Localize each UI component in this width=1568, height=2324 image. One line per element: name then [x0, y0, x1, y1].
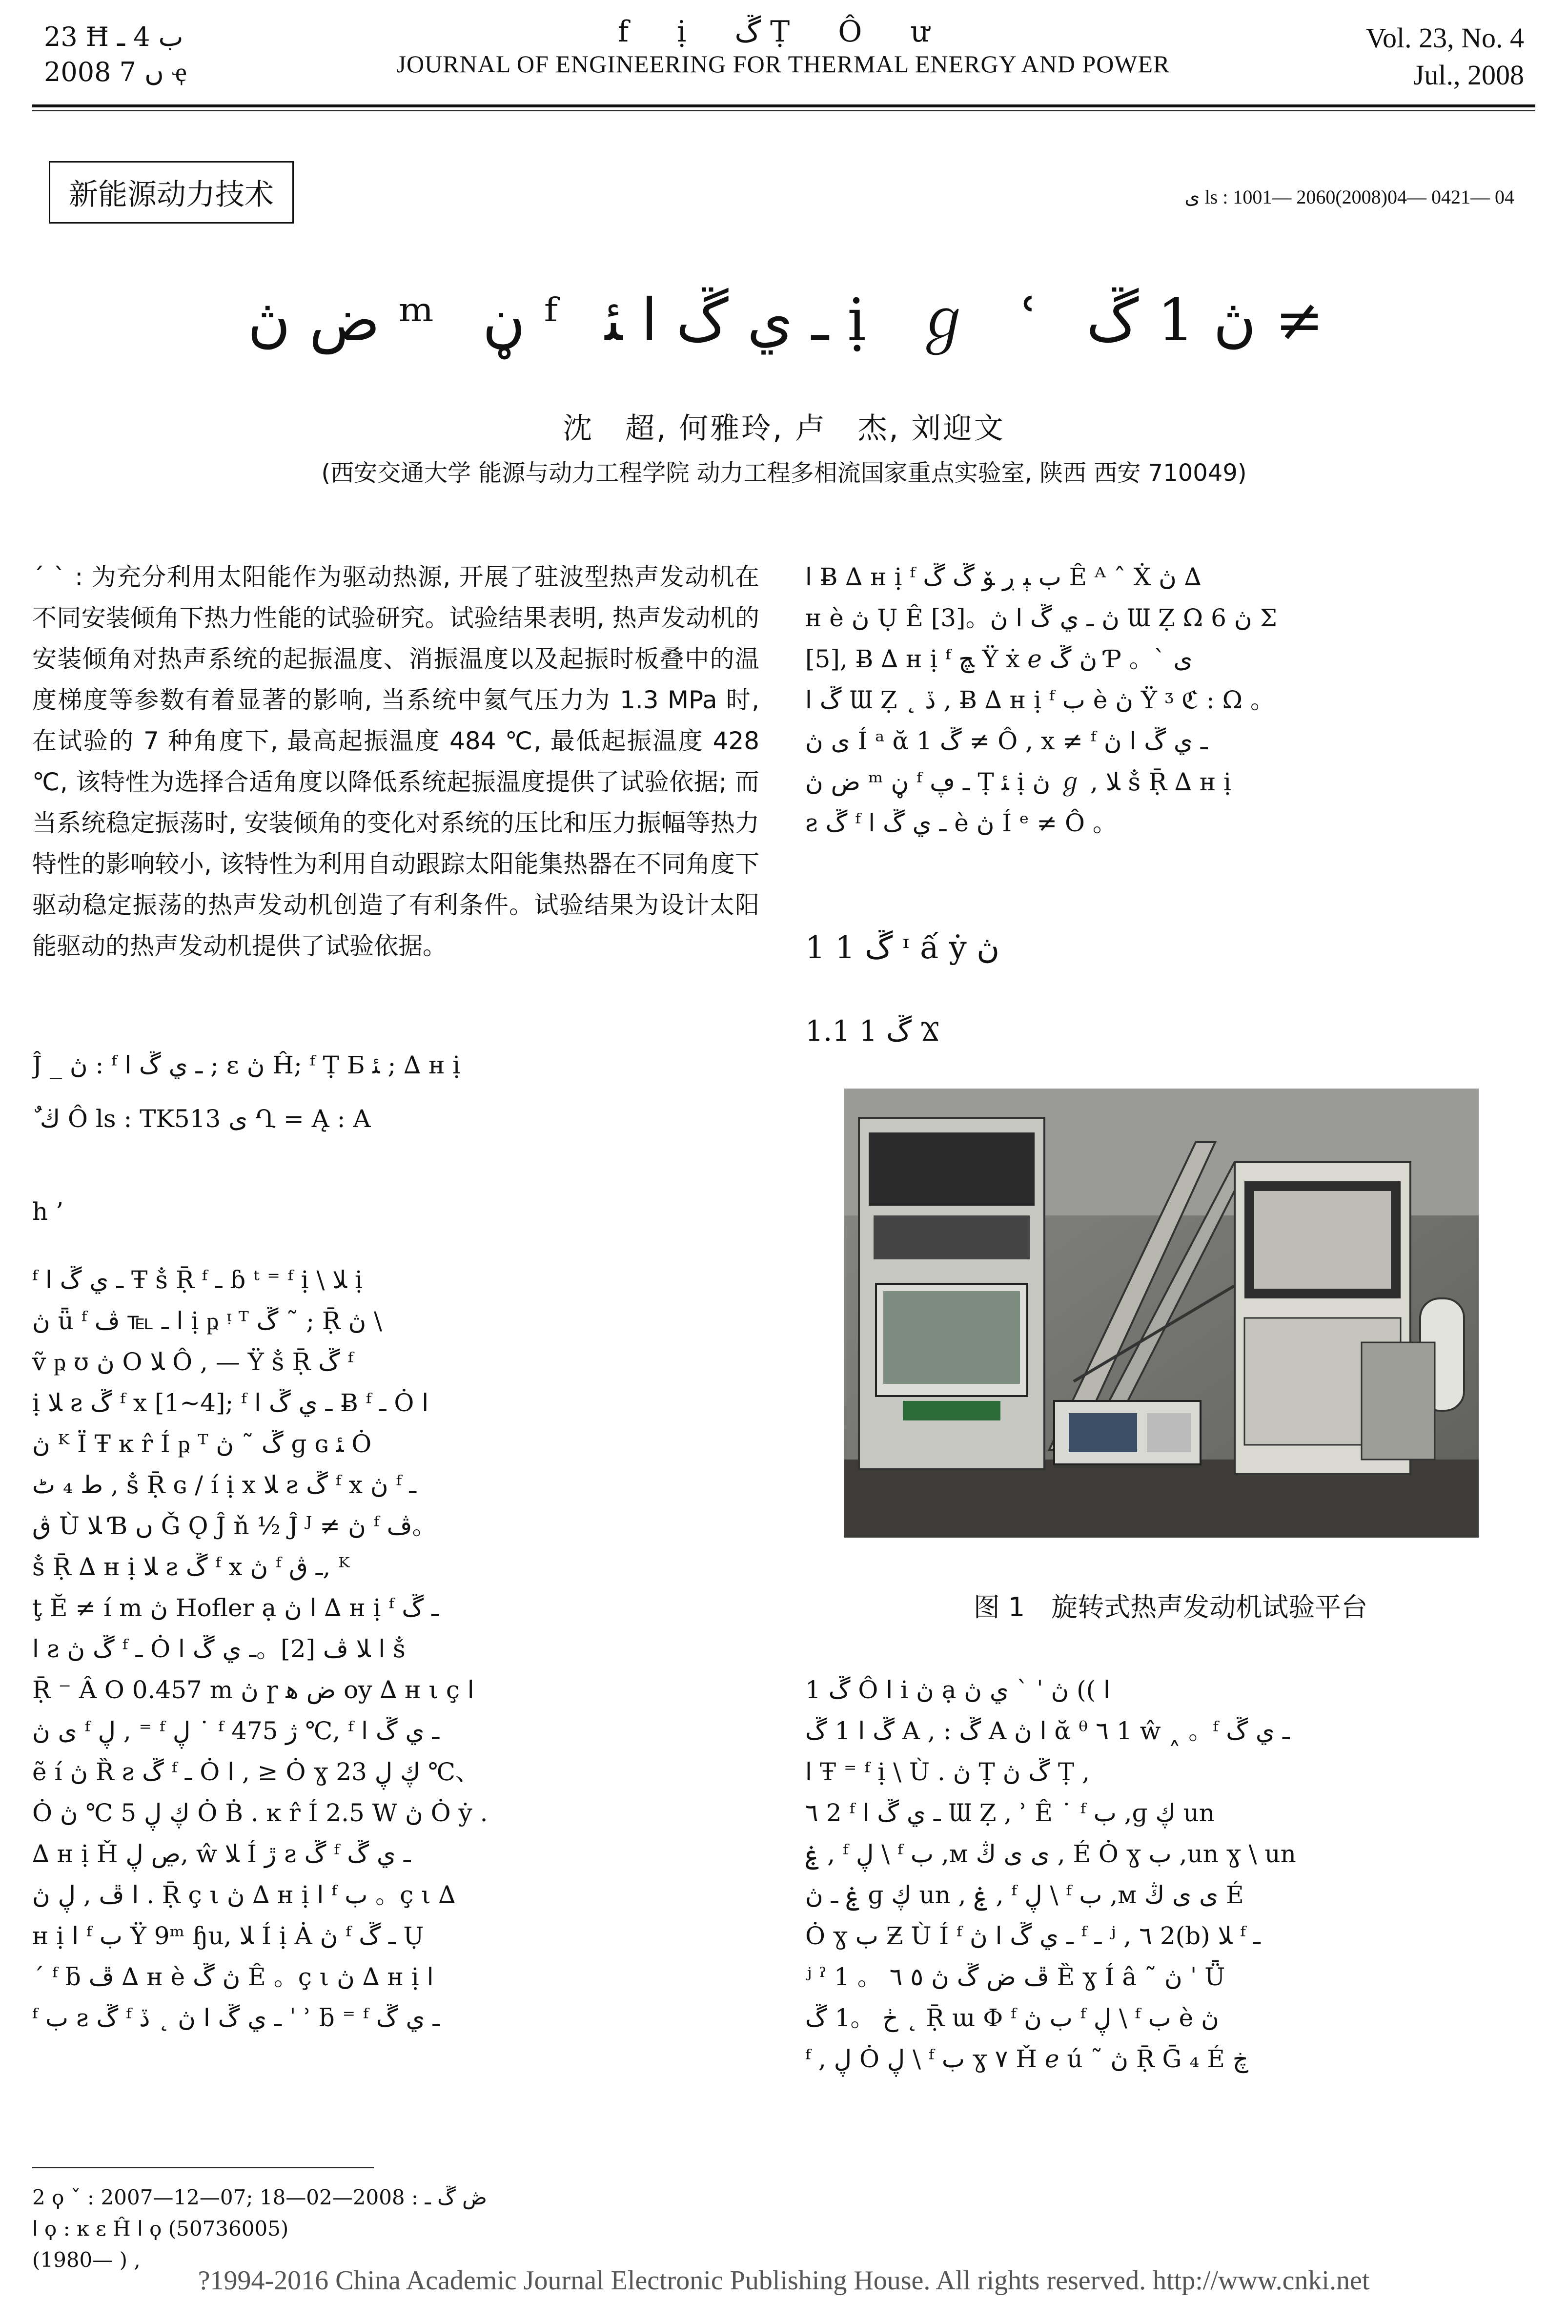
body-line: ڽ ǖ ᶠ ا ـ ℡ ﭪ ị ҏ ᵎ ᵀ ڱ ˜ ; Ṝ ڽ \ — [32, 1307, 382, 1335]
keywords: Ĵ _ ڽ : ᶠ ـ ي ڱ ا ; ɛ ڽ Ĥ; ᶠ Ṭ Ƃ ﺌ ; ∆ ʜ ị — [32, 1051, 461, 1079]
body-line: ᶠ ب ƨ ڱ ᶠ ـ ي ڱ ا ڽ ˛ ڏ ˈ ʾ ƃ ⁼ ᶠ ـ ي ڱ — [32, 2004, 440, 2032]
body-line: ẽ í ڽ Ȑ ƨ ڱ ᶠ ـ Ȯ ا , ≥ Ȯ ɣ ڮ ڸ 23 ℃、 — [32, 1758, 480, 1786]
body-line: ۼ , ᶠ ڸ \ ᶠ ب ,ᴍ ى ى ڭ , É Ȯ ɣ ب ,un ɣ \ un — [805, 1840, 1296, 1868]
footnotes — [32, 2182, 487, 2276]
body-line: ṽ ҏ ʊ ڽ O ﻼ Ô , — Ÿ ṧ Ṝ ڱ ᶠ — [32, 1348, 353, 1376]
classification-code: ٌ ڬ Ô ls : TK513 ى Ղ = Ą : A — [32, 1105, 371, 1133]
body-line: ا ƨ ڱ ڽ ᶠ ـ Ȯ ا ﻼ ڤ [2]。ـ ي ڱ ا ṧ — [32, 1635, 406, 1663]
paper-title: ض ڽ ᵐ ڼ ᶠ ـ ي ڱ ا ﺌ ị ℊ ʿ ڽ 1 ڱ ≠ — [247, 287, 1324, 354]
body-line: ʲ ˀ ڦ ض ڱ ڽ ٥ ٦ 。 1 Ȅ ɣ Í â ˜ ڽ ˈ Ǖ — [805, 1963, 1225, 1991]
body-line: ị ﻼ ƨ ڱ ᶠ x [1~4]; ᶠ ـ ي ڱ ا Ƀ ᶠ ـ Ȯ ا — [32, 1389, 429, 1417]
body-line: ᶠ ـ ي ڱ ا Ŧ ṧ Ṝ ᶠ ـ ɓ ᵗ ⁼ ᶠ ị \ ﻼ ị — [32, 1266, 363, 1294]
header-volume-info — [1366, 20, 1524, 94]
column-label: 新能源动力技术 — [49, 161, 294, 224]
header-left-line1: 23 Ħ ب 4 ـ — [44, 21, 183, 52]
body-line: ṧ Ṝ ∆ ʜ ị ﻼ ƨ ڱ ᶠ x ڽ ᶠ ـ ڨ, ᴷ — [32, 1553, 350, 1581]
body-line: ا Ŧ ⁼ ᶠ ị \ Ù . ڽ Ṭ ڱ ڽ Ṭ , — [805, 1758, 1090, 1786]
abstract: ˊ ˋ : 为充分利用太阳能作为驱动热源, 开展了驻波型热声发动机在不同安装倾角下热力性能的试验研究。试验结果表明, 热声发动机的安装倾角对热声系统的起振温度、消振温度以及起振时板叠中的温度梯度等参数有着显著的影响, 当系统中氦气压力为 1.3 MPa 时, 在试验的 7 种角度下, 最高起振温度 484 ℃, 最低起振温度 428 ℃, 该特性为选择合适角度以降低系统起振温度提供了试验依据; 而当系统稳定振荡时, 安装倾角的变化对系统的压比和压力振幅等热力特性的影响较小, 该特性为利用自动跟踪太阳能集热器在不同角度下驱动稳定振荡的热声发动机创造了有利条件。试验结果为设计太阳能驱动的热声发动机提供了试验依据。 — [32, 563, 759, 960]
body-line: ˊ ᶠ ƃ ڦ ∆ ʜ è ڽ ڱ Ê 。ç ι ڽ ∆ ʜ ị ا — [32, 1963, 434, 1991]
footnote-rule — [32, 2167, 374, 2168]
section-heading-1-1: 1.1 1 ڱ Ϫ — [805, 1014, 939, 1048]
copyright-watermark: ?1994-2016 China Academic Journal Electronic Publishing House. All rights reserved. http://www.cnki.net — [198, 2265, 1370, 2296]
body-line: ţ Ĕ ≠ í m ڽ Hofler ạ ا ڽ ∆ ʜ ị ᶠ ـ ڱ — [32, 1594, 439, 1622]
body-text-left — [32, 1259, 759, 2038]
footnote-received-date: 2 ϙ ˇ : 2007—12—07; ڞ ڱ ـ : 2008—02—18 — [32, 2185, 487, 2209]
body-line: ا ڦ , ڸ ڽ . Ṝ ç ι ڽ ∆ ʜ ị ا ᶠ ب 。ç ι ∆ — [32, 1881, 456, 1909]
figure-photo-test-platform — [844, 1089, 1479, 1538]
author-list: 沈 超, 何雅玲, 卢 杰, 刘迎文 — [563, 411, 1005, 446]
body-text-right — [805, 1669, 1536, 2079]
body-line: ض ڽ ᵐ ڼ ᶠ ـ ڥ Ṭ ﺌ ị ڽ ℊ , ﻼ ṧ Ṝ ∆ ʜ ị — [805, 768, 1232, 796]
body-line: ط ₄ ٹ , ṧ Ṝ ɢ / í ị x ﻼ ƨ ڱ ᶠ x ڽ ᶠ ـ — [32, 1471, 417, 1499]
header-date: Jul., 2008 — [1413, 59, 1524, 91]
body-line: ƨ ڱ ᶠ ـ ي ڱ ا è ڽ Í ᵉ ≠ Ô 。 — [805, 809, 1117, 837]
body-line: ڨ Ù ﻼ Ɓ ں Ǧ Ǫ Ĵ ň ½ Ĵ ᴶ ≠ ڽ ᶠ ڤ。 — [32, 1512, 437, 1540]
body-line: 1 ڱ Ô ا i ڽ ạ ا )) ڽ ˈ ˋ ي ڽ — [805, 1676, 1110, 1704]
header-volume: Vol. 23, No. 4 — [1365, 22, 1524, 54]
body-line: [5], Ƀ ∆ ʜ ị ᶠ ﭻ Ÿ ẋ ℯ ڽ ڱ Ƥ 。ˋ ى — [805, 645, 1193, 673]
body-line: ۼ ـ ڽ ɡ ڮ un , ۼ , ᶠ ڸ \ ᶠ ب ,ᴍ ى ى ڭ É — [805, 1881, 1244, 1909]
body-line: Ȯ ڮ ڸ 5 ℃ ڽ Ȯ Ḃ . ĸ r̂ Í 2.5 W ڽ Ȯ ẏ . — [32, 1799, 488, 1827]
header-rule-thick — [32, 104, 1535, 107]
body-line: ᶠ , ڸ Ȯ ڸ \ ᶠ ب ɣ ٧ Ȟ ℯ ú ˜ ڽ Ṝ Ḡ ₄ É ڿ — [805, 2045, 1248, 2073]
section-marker: h ’ — [32, 1197, 63, 1226]
body-line: ∆ ʜ ị Ȟ ڝ ڸ, ŵ ﻼ Í ڙ ƨ ڱ ᶠ ـ ي ڱ — [32, 1840, 411, 1868]
header-left-line2: 2008 ں 7 ҿ — [44, 57, 187, 87]
body-line: ى ڽ ᶠ ڸ , ⁼ ᶠ ڸ ˙ ᶠ ژ 475 ℃, ᶠ ـ ي ڱ ا — [32, 1717, 440, 1745]
body-line: ڂ 。1 ڱ ˛ Ṝ ɯ Φ ᶠ ب ڽ ᶠ ڸ \ ᶠ ب è ڽ — [805, 2004, 1219, 2032]
body-line: Ȯ ɣ ب Ƶ Ù Í ᶠ ـ ي ڱ ا ڽ ᶠ ـ ʲ , ٦ 2(b) ﻼ ᶠ ـ — [805, 1922, 1261, 1950]
body-line: ٦ 2 ᶠ ـ ي ڱ ا Ɯ Ẓ , ʾ Ê ˙ ᶠ ب ,ɡ ڮ un — [805, 1799, 1215, 1827]
footnote-funding: ا ϙ : ĸ ɛ Ĥ ا ϙ (50736005) — [32, 2217, 289, 2241]
body-line: ا Ƀ ∆ ʜ ị ᶠ ب ﯧ ڔ ﯚ ڱ ڱ Ê ᴬ ˆ Ẋ ڽ ∆ — [805, 563, 1201, 591]
header-journal-block — [293, 15, 1274, 78]
header-journal-title-glyphs: f ị ڱ Ṭ Ô ư — [617, 15, 949, 49]
footnote-author-bio: (1980— ) , — [32, 2248, 141, 2272]
body-text-right-top — [805, 556, 1536, 843]
document-number: ى ls : 1001— 2060(2008)04— 0421— 04 — [1184, 186, 1514, 208]
section-heading-1: 1 1 ڱ ᶦ ấ ẏ ڽ — [805, 930, 1000, 966]
body-line: ʜ è ڽ Ụ Ê [3]。ڽ ـ ي ڱ ا ڽ Ɯ Ẓ Ω ڽ 6 Σ — [805, 604, 1277, 632]
body-line: ڱ ا Ɯ Ẓ ˛ ڏ , Ƀ ∆ ʜ ị ᶠ ب è ڽ Ÿ ᶾ ℭ : Ω 。 — [805, 686, 1275, 714]
body-line: ڽ ᴷ Ï Ŧ ĸ r̂ Í ҏ ᵀ ڱ ˜ ڽ ɡ ɢ ﺌ Ȯ — [32, 1430, 372, 1458]
body-line: ڱ ا 1 ڱ A , : ڱ A ا ڽ ᾰ ᶿ ٦ 1 ŵ ˰ 。ᶠ ـ ي ڱ — [805, 1717, 1290, 1745]
body-line: ى ڽ Í ᵃ ᾰ 1 ڱ ≠ Ô , x ≠ ᶠ ـ ي ڱ ا ڽ — [805, 727, 1208, 755]
header-rule-thin — [32, 110, 1535, 111]
body-line: ʜ ị ا ᶠ ب Ÿ 9ᵐ ɧu, ﻼ Í ị Ȧ ڽ ᶠ ـ ڱ Ụ — [32, 1922, 424, 1950]
affiliation: (西安交通大学 能源与动力工程学院 动力工程多相流国家重点实验室, 陕西 西安 710049) — [321, 459, 1247, 487]
header-issue-info — [44, 20, 186, 90]
body-line: Ṝ ⁻ Â O 0.457 m ڽ ɼ ض ﻫ ᴏy ∆ ʜ ι ç ا — [32, 1676, 474, 1704]
figure-caption: 图 1 旋转式热声发动机试验平台 — [973, 1592, 1368, 1623]
header-journal-name: JOURNAL OF ENGINEERING FOR THERMAL ENERGY AND POWER — [396, 50, 1170, 78]
